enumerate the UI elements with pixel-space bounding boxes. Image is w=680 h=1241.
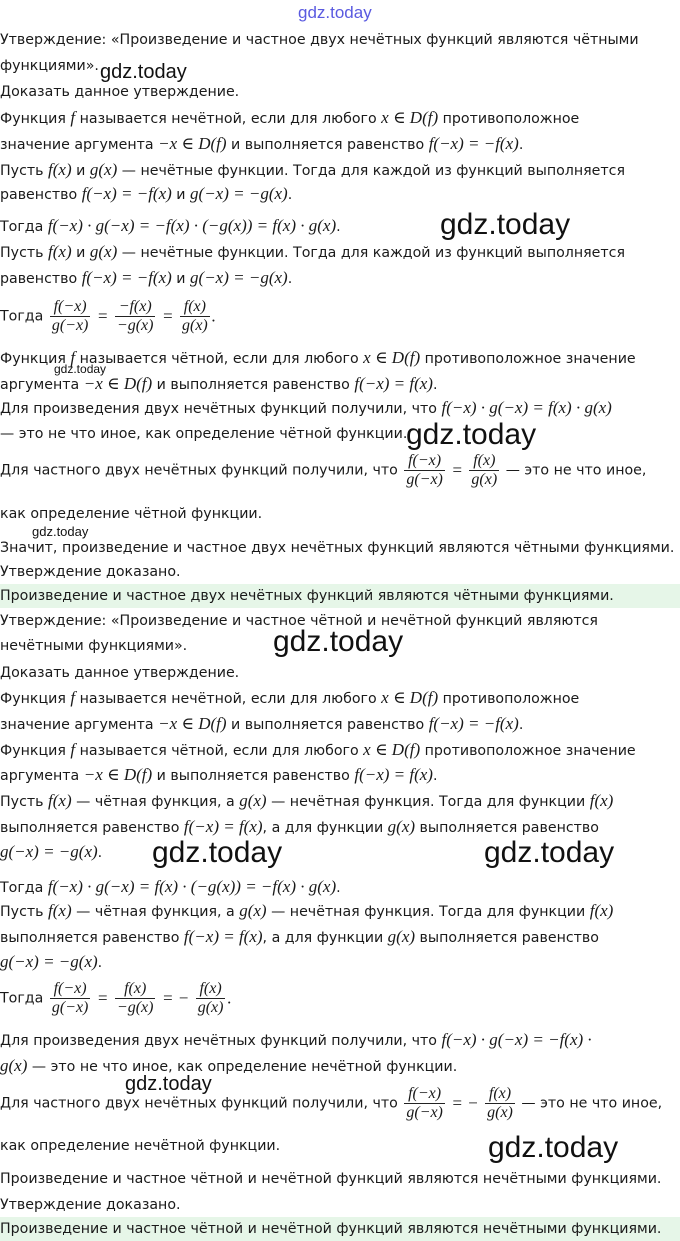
fraction-line: Тогда $\frac{f(-x)}{g(-x)}$ = $\frac{-f(x)}{-g(x)}$ = $\frac{f(x)}{g(x)}$ . xyxy=(0,298,216,334)
fraction-line: Для частного двух нечётных функций получили, что $\frac{f(-x)}{g(-x)}$ = − $\frac{f(x)}{g(x)}$ — это не что иное, xyxy=(0,1085,663,1121)
watermark: gdz.today xyxy=(440,208,571,241)
text-line: — это не что иное, как определение чётной функции. xyxy=(0,426,408,442)
text-line: равенство f(−x) = −f(x) и g(−x) = −g(x). xyxy=(0,268,293,287)
watermark: gdz.today xyxy=(152,836,283,869)
text-line: аргумента −x ∈ D(f) и выполняется равенство f(−x) = f(x). xyxy=(0,374,438,393)
text-line: Тогда f(−x) · g(−x) = f(x) · (−g(x)) = −f(x) · g(x). xyxy=(0,877,341,896)
fraction-line: Для частного двух нечётных функций получили, что $\frac{f(-x)}{g(-x)}$ = $\frac{f(x)}{g(x)}$ — это не что иное, xyxy=(0,452,647,488)
fraction: $\frac{f(-x)}{g(-x)}$ xyxy=(406,452,443,488)
text-line: выполняется равенство f(−x) = f(x), а для функции g(x) выполняется равенство xyxy=(0,817,599,836)
text-line: равенство f(−x) = −f(x) и g(−x) = −g(x). xyxy=(0,184,293,203)
text-line: Для произведения двух нечётных функций получили, что f(−x) · g(−x) = f(x) · g(x) xyxy=(0,398,612,417)
fraction: $\frac{f(-x)}{g(-x)}$ xyxy=(51,298,89,334)
text-line: аргумента −x ∈ D(f) и выполняется равенство f(−x) = f(x). xyxy=(0,765,438,784)
text-line: выполняется равенство f(−x) = f(x), а для функции g(x) выполняется равенство xyxy=(0,927,599,946)
statement-line: функциями». xyxy=(0,58,99,74)
watermark: gdz.today xyxy=(54,362,107,376)
fraction: $\frac{f(-x)}{g(-x)}$ xyxy=(406,1085,443,1121)
text-line: Пусть f(x) — чётная функция, а g(x) — нечётная функция. Тогда для функции f(x) xyxy=(0,901,614,920)
fraction: $\frac{f(-x)}{g(-x)}$ xyxy=(51,980,89,1016)
statement-line: Утверждение: «Произведение и частное двух нечётных функций являются чётными xyxy=(0,32,639,48)
fraction: $\frac{-f(x)}{-g(x)}$ xyxy=(116,298,154,334)
fraction: $\frac{f(x)}{g(x)}$ xyxy=(487,1085,513,1121)
text-line: g(−x) = −g(x). xyxy=(0,952,103,971)
statement-line: Утверждение: «Произведение и частное чётной и нечётной функций являются xyxy=(0,613,598,629)
text-line: g(x) — это не что иное, как определение нечётной функции. xyxy=(0,1056,458,1075)
task-line: Доказать данное утверждение. xyxy=(0,665,240,681)
text-line: Произведение и частное чётной и нечётной функций являются нечётными функциями. xyxy=(0,1171,662,1187)
watermark: gdz.today xyxy=(273,625,404,658)
text-line: Пусть f(x) и g(x) — нечётные функции. Тогда для каждой из функций выполняется xyxy=(0,242,626,261)
watermark: gdz.today xyxy=(406,418,537,451)
answer-text: Произведение и частное двух нечётных функций являются чётными функциями. xyxy=(0,588,614,604)
fraction: $\frac{f(x)}{g(x)}$ xyxy=(471,452,498,488)
task-line: Доказать данное утверждение. xyxy=(0,84,240,100)
watermark: gdz.today xyxy=(298,3,372,22)
fraction: $\frac{f(x)}{g(x)}$ xyxy=(197,980,224,1016)
text-line: Тогда f(−x) · g(−x) = −f(x) · (−g(x)) = f(x) · g(x). xyxy=(0,216,341,235)
watermark: gdz.today xyxy=(484,836,615,869)
answer-text: Произведение и частное чётной и нечётной функций являются нечётными функциями. xyxy=(0,1221,662,1237)
text-line: Функция f называется чётной, если для любого x ∈ D(f) противоположное значение xyxy=(0,740,636,759)
watermark: gdz.today xyxy=(100,61,187,83)
fraction: $\frac{f(x)}{g(x)}$ xyxy=(181,298,208,334)
watermark: gdz.today xyxy=(125,1073,212,1095)
text-line: Функция f называется нечётной, если для любого x ∈ D(f) противоположное xyxy=(0,108,580,127)
text-line: Утверждение доказано. xyxy=(0,564,181,580)
text-line: Значит, произведение и частное двух нечётных функций являются чётными функциями. xyxy=(0,540,675,556)
text-line: Пусть f(x) — чётная функция, а g(x) — нечётная функция. Тогда для функции f(x) xyxy=(0,791,614,810)
statement-line: нечётными функциями». xyxy=(0,638,188,654)
text-line: Функция f называется нечётной, если для любого x ∈ D(f) противоположное xyxy=(0,688,580,707)
text-line: значение аргумента −x ∈ D(f) и выполняется равенство f(−x) = −f(x). xyxy=(0,714,524,733)
watermark: gdz.today xyxy=(488,1131,619,1164)
text-line: значение аргумента −x ∈ D(f) и выполняется равенство f(−x) = −f(x). xyxy=(0,134,524,153)
text-line: как определение нечётной функции. xyxy=(0,1138,281,1154)
watermark: gdz.today xyxy=(32,524,89,539)
fraction: $\frac{f(x)}{-g(x)}$ xyxy=(116,980,154,1016)
fraction-line: Тогда $\frac{f(-x)}{g(-x)}$ = $\frac{f(x)}{-g(x)}$ = − $\frac{f(x)}{g(x)}$ . xyxy=(0,980,232,1016)
text-line: как определение чётной функции. xyxy=(0,506,263,522)
text-line: Для произведения двух нечётных функций получили, что f(−x) · g(−x) = −f(x) · xyxy=(0,1030,592,1049)
text-line: g(−x) = −g(x). xyxy=(0,842,103,861)
text-line: Функция f называется чётной, если для любого x ∈ D(f) противоположное значение xyxy=(0,348,636,367)
text-line: Утверждение доказано. xyxy=(0,1197,181,1213)
text-line: Пусть f(x) и g(x) — нечётные функции. Тогда для каждой из функций выполняется xyxy=(0,160,626,179)
